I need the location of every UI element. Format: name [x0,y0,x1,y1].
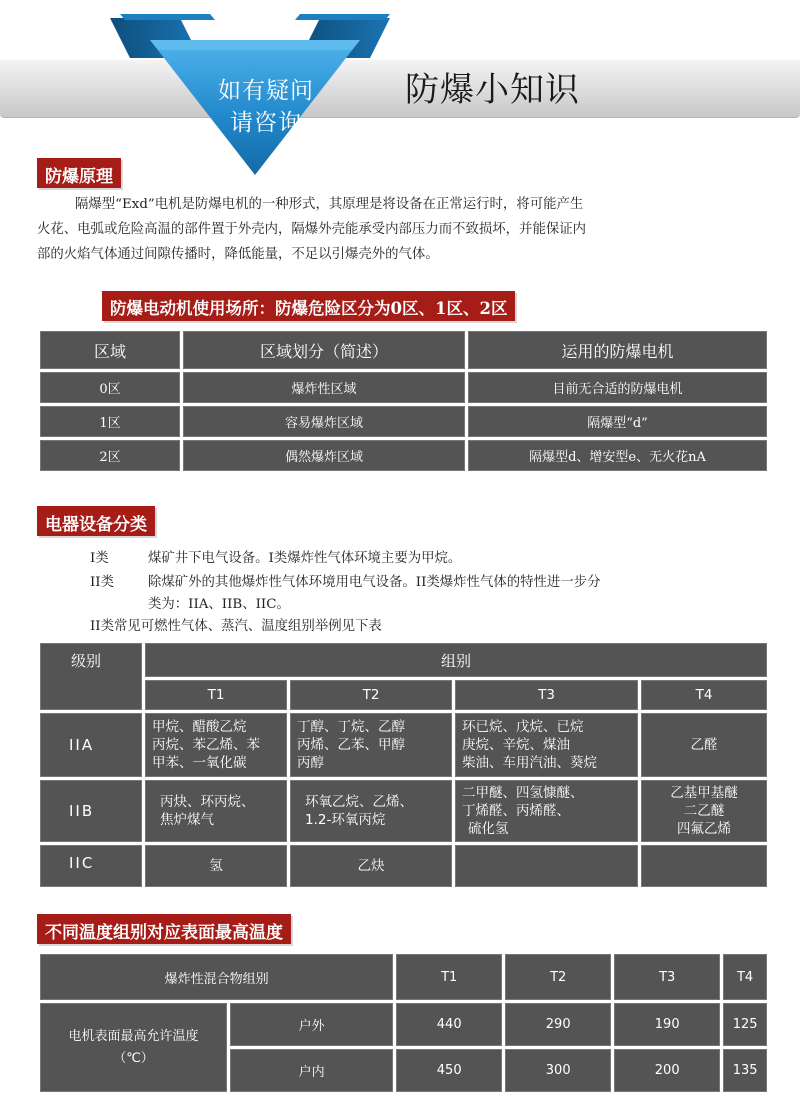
table-cell: 135 [723,1049,767,1092]
cell-line: 环已烷、戊烷、已烷 [462,719,584,735]
place-cell: 户内 [230,1049,393,1092]
group-col-header: T1 [145,680,287,710]
table-row [40,440,767,471]
cell-line: 丙炔、环丙烷、 [160,794,255,810]
cell-line: 二甲醚、四氢慷醚、 [462,785,584,801]
table-cell: 爆炸性区域 [183,372,465,403]
table-row [40,780,767,842]
cell-line: 甲烷、醋酸乙烷 [152,719,247,735]
cat2-text-line2: 类为：IIA、IIB、IIC。 [148,597,290,612]
table-header: 区域 [40,331,180,369]
table-header: T3 [614,954,720,1000]
section-label-principle: 防爆原理 [37,158,121,188]
section-label-equipment: 电器设备分类 [37,506,155,536]
cat2-text-line1: 除煤矿外的其他爆炸性气体环境用电气设备。II类爆炸性气体的特性进一步分 [148,575,601,590]
cell-line: 焦炉煤气 [160,812,214,828]
cat2-key: II类 [90,575,114,590]
table-cell [455,713,638,777]
table-cell: 450 [396,1049,502,1092]
place-cell: 户外 [230,1003,393,1046]
table-cell: 440 [396,1003,502,1046]
table-header-row [40,954,767,1000]
table-cell [641,845,767,887]
table-cell [290,780,452,842]
gas-group-table [37,640,770,890]
cell-line: 硫化氢 [468,821,509,837]
table-cell: 乙炔 [290,845,452,887]
group-col-header: T3 [455,680,638,710]
table-cell: 偶然爆炸区域 [183,440,465,471]
cell-line: 丙烷、苯乙烯、苯 [152,737,260,753]
ribbon-line2: 请咨询 [230,110,302,136]
table-row [40,372,767,403]
table-header: T4 [723,954,767,1000]
row-label [40,1003,227,1092]
level-cell: IIC [40,845,142,887]
cell-line: 丙烯、乙苯、甲醇 [297,737,405,753]
cell-line: 二乙醚 [683,803,725,819]
table-header: T2 [505,954,611,1000]
table-cell [641,780,767,842]
table-cell [145,780,287,842]
table-header: 运用的防爆电机 [468,331,767,369]
table-row [40,406,767,437]
table-cell [455,780,638,842]
group-col-header: T4 [641,680,767,710]
ribbon-line1: 如有疑问 [218,78,314,104]
level-cell: IIA [40,713,142,777]
table-cell: 290 [505,1003,611,1046]
table-header: 区域划分（简述） [183,331,465,369]
table-cell: 隔爆型d、增安型e、无火花nA [468,440,767,471]
cat1-text: 煤矿井下电气设备。I类爆炸性气体环境主要为甲烷。 [148,551,462,566]
cell-line: 丁烯醛、丙烯醛、 [462,803,570,819]
table-cell: 125 [723,1003,767,1046]
cell-line: 丁醇、丁烷、乙醇 [297,719,405,735]
table-row [40,845,767,887]
principle-line1: 隔爆型“Exd”电机是防爆电机的一种形式，其原理是将设备在正常运行时，将可能产生 [75,197,584,212]
table-cell: 容易爆炸区域 [183,406,465,437]
cell-line: 四氟乙烯 [677,821,731,837]
table-cell: 0区 [40,372,180,403]
cell-line: 1.2-环氧丙烷 [305,812,386,828]
cat1-key: I类 [90,551,109,566]
table-cell: 190 [614,1003,720,1046]
cell-line: 乙醛 [690,737,718,753]
cell-line: 乙基甲基醚 [670,785,738,801]
section-label-temperature: 不同温度组别对应表面最高温度 [37,914,291,944]
table-header-row [40,643,767,677]
table-row [40,1003,767,1046]
row-label-line1: 电机表面最高允许温度 [68,1028,199,1044]
cell-line: 环氧乙烷、乙烯、 [305,794,413,810]
page-title: 防爆小知识 [405,70,580,110]
table-cell: 1区 [40,406,180,437]
table-cell [290,713,452,777]
table-cell: 300 [505,1049,611,1092]
group-header: 组别 [145,643,767,677]
table-cell [145,713,287,777]
table-note: II类常见可燃性气体、蒸汽、温度组别举例见下表 [90,619,382,634]
table-cell [641,713,767,777]
table-header: 爆炸性混合物组别 [40,954,393,1000]
cell-line: 丙醇 [297,755,324,771]
table-cell [455,845,638,887]
cell-line: 庚烷、辛烷、煤油 [462,737,570,753]
table-header-row [40,680,767,710]
cell-line: 柴油、车用汽油、葵烷 [462,755,597,771]
table-cell: 目前无合适的防爆电机 [468,372,767,403]
level-cell: IIB [40,780,142,842]
cell-line: 甲苯、一氧化碳 [152,755,247,771]
table-cell: 隔爆型“d” [468,406,767,437]
row-label-line2: （℃） [113,1050,154,1066]
table-cell: 氢 [145,845,287,887]
table-cell: 2区 [40,440,180,471]
temperature-table [37,951,770,1095]
level-header: 级别 [40,643,142,710]
table-row [40,713,767,777]
group-col-header: T2 [290,680,452,710]
section-label-zones: 防爆电动机使用场所：防爆危险区分为0区、1区、2区 [102,291,515,321]
zones-table [37,328,770,474]
table-header-row [40,331,767,369]
principle-line2: 火花、电弧或危险高温的部件置于外壳内，隔爆外壳能承受内部压力而不致损坏，并能保证内 [37,222,587,237]
table-cell: 200 [614,1049,720,1092]
principle-line3: 部的火焰气体通过间隙传播时，降低能量，不足以引爆壳外的气体。 [37,247,439,262]
table-header: T1 [396,954,502,1000]
